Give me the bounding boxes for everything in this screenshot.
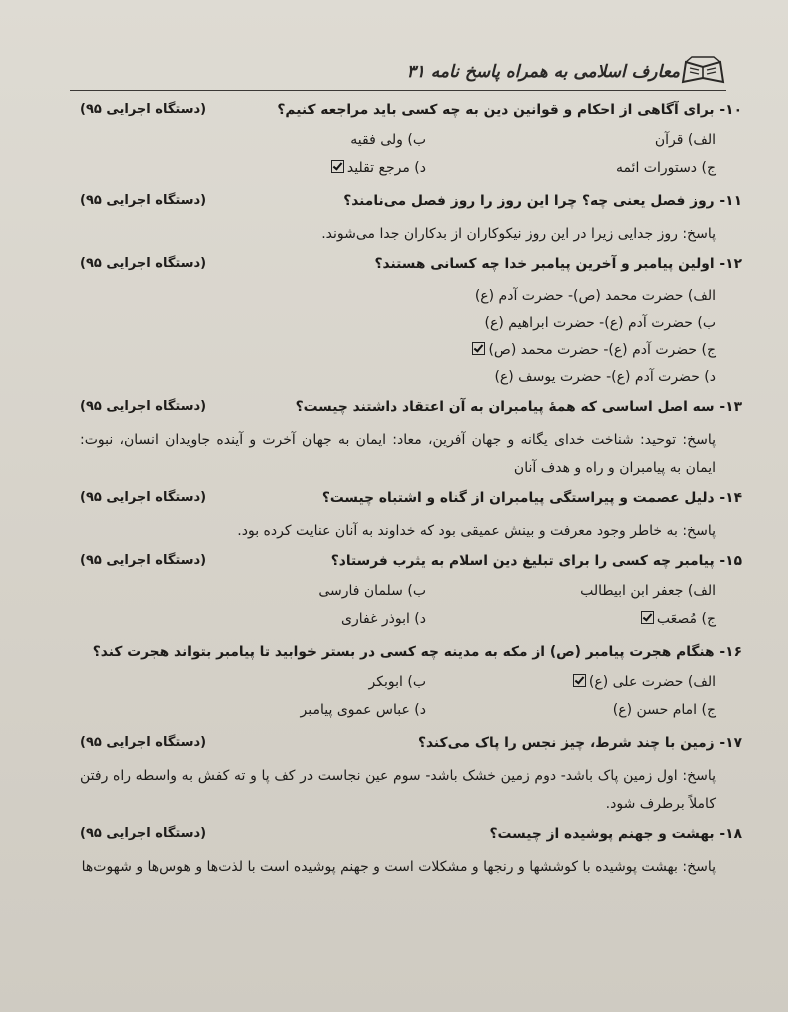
question-14 [80,488,742,545]
options [80,671,742,727]
question-text: ۱۵- پیامبر چه کسی را برای تبلیغ دین اسلام به یثرب فرستاد؟ [330,553,742,569]
option-jim: ج) حضرت آدم (ع)- حضرت محمد (ص) [80,337,716,364]
question-source: (دستگاه اجرایی ۹۵) [80,193,207,208]
checkbox-checked-icon [641,611,654,624]
option-jim: ج) امام حسن (ع) [612,702,716,718]
answer-text: پاسخ: بهشت پوشیده با کوششها و رنجها و مشکلات است و جهنم پوشیده است با لذت‌ها و هوس‌ها و شهوت‌ها [81,859,716,875]
question-source: (دستگاه اجرایی ۹۵) [80,735,207,750]
checkbox-checked-icon [573,674,586,687]
options [80,580,742,636]
question-15 [80,551,742,636]
option-dal: د) مرجع تقلید [331,160,426,176]
checkbox-checked-icon [472,342,485,355]
answer-text: پاسخ: توحید: شناخت خدای یگانه و جهان آفرین، معاد: ایمان به جهان آخرت و آینده جاویدان انسان، نبوت: ایمان به پیامبران و راه و هدف آنان [80,432,716,476]
option-dal: د) عباس عموی پیامبر [300,702,426,718]
answer-text: پاسخ: روز جدایی زیرا در این روز نیکوکاران از بدکاران جدا می‌شوند. [321,226,716,242]
question-text: ۱۸- بهشت و جهنم پوشیده از چیست؟ [489,826,742,842]
question-11 [80,191,742,248]
header-title: معارف اسلامی به همراه پاسخ نامه ۳۱ [406,62,680,82]
question-16 [80,642,742,727]
option-alef: الف) حضرت علی (ع) [573,674,716,690]
options [80,283,742,391]
question-source: (دستگاه اجرایی ۹۵) [80,490,207,505]
option-dal: د) حضرت آدم (ع)- حضرت یوسف (ع) [494,369,716,385]
option-alef: الف) قرآن [654,132,716,148]
question-text: ۱۰- برای آگاهی از احکام و قوانین دین به چه کسی باید مراجعه کنیم؟ [277,102,742,118]
question-text: ۱۷- زمین با چند شرط، چیز نجس را پاک می‌کند؟ [417,735,742,751]
option-alef: الف) جعفر ابن ابیطالب [580,583,716,599]
page-header [70,52,726,96]
question-text: ۱۶- هنگام هجرت پیامبر (ص) از مکه به مدینه چه کسی در بستر خوابید تا پیامبر بتواند هجرت کند؟ [92,644,742,660]
question-text: ۱۲- اولین پیامبر و آخرین پیامبر خدا چه کسانی هستند؟ [374,256,742,272]
option-be: ب) ولی فقیه [350,132,426,148]
questions-content [80,100,742,887]
question-source: (دستگاه اجرایی ۹۵) [80,256,207,271]
option-be: ب) حضرت آدم (ع)- حضرت ابراهیم (ع) [484,315,716,331]
option-alef: الف) حضرت محمد (ص)- حضرت آدم (ع) [474,288,716,304]
question-12 [80,254,742,391]
header-rule [70,90,726,91]
question-text: ۱۳- سه اصل اساسی که همهٔ پیامبران به آن اعتقاد داشتند چیست؟ [295,399,742,415]
question-text: ۱۴- دلیل عصمت و پیراستگی پیامبران از گناه و اشتباه چیست؟ [321,490,742,506]
publisher-logo-icon [680,56,726,86]
options [80,129,742,185]
question-source: (دستگاه اجرایی ۹۵) [80,102,207,117]
question-13 [80,397,742,482]
option-be: ب) ابوبکر [368,674,426,690]
question-18 [80,824,742,881]
question-text: ۱۱- روز فصل یعنی چه؟ چرا این روز را روز فصل می‌نامند؟ [343,193,742,209]
question-source: (دستگاه اجرایی ۹۵) [80,826,207,841]
checkbox-checked-icon [331,160,344,173]
option-jim: ج) دستورات ائمه [615,160,716,176]
question-source: (دستگاه اجرایی ۹۵) [80,553,207,568]
question-10 [80,100,742,185]
question-source: (دستگاه اجرایی ۹۵) [80,399,207,414]
question-17 [80,733,742,818]
answer-text: پاسخ: به خاطر وجود معرفت و بینش عمیقی بود که خداوند به آنان عنایت کرده بود. [237,523,716,539]
option-dal: د) ابوذر غفاری [341,611,426,627]
option-be: ب) سلمان فارسی [318,583,426,599]
option-jim: ج) مُصعَب [641,611,716,627]
answer-text: پاسخ: اول زمین پاک باشد- دوم زمین خشک باشد- سوم عین نجاست در کف پا و ته کفش به واسطه راه رفتن کاملاً برطرف شود. [80,768,716,812]
